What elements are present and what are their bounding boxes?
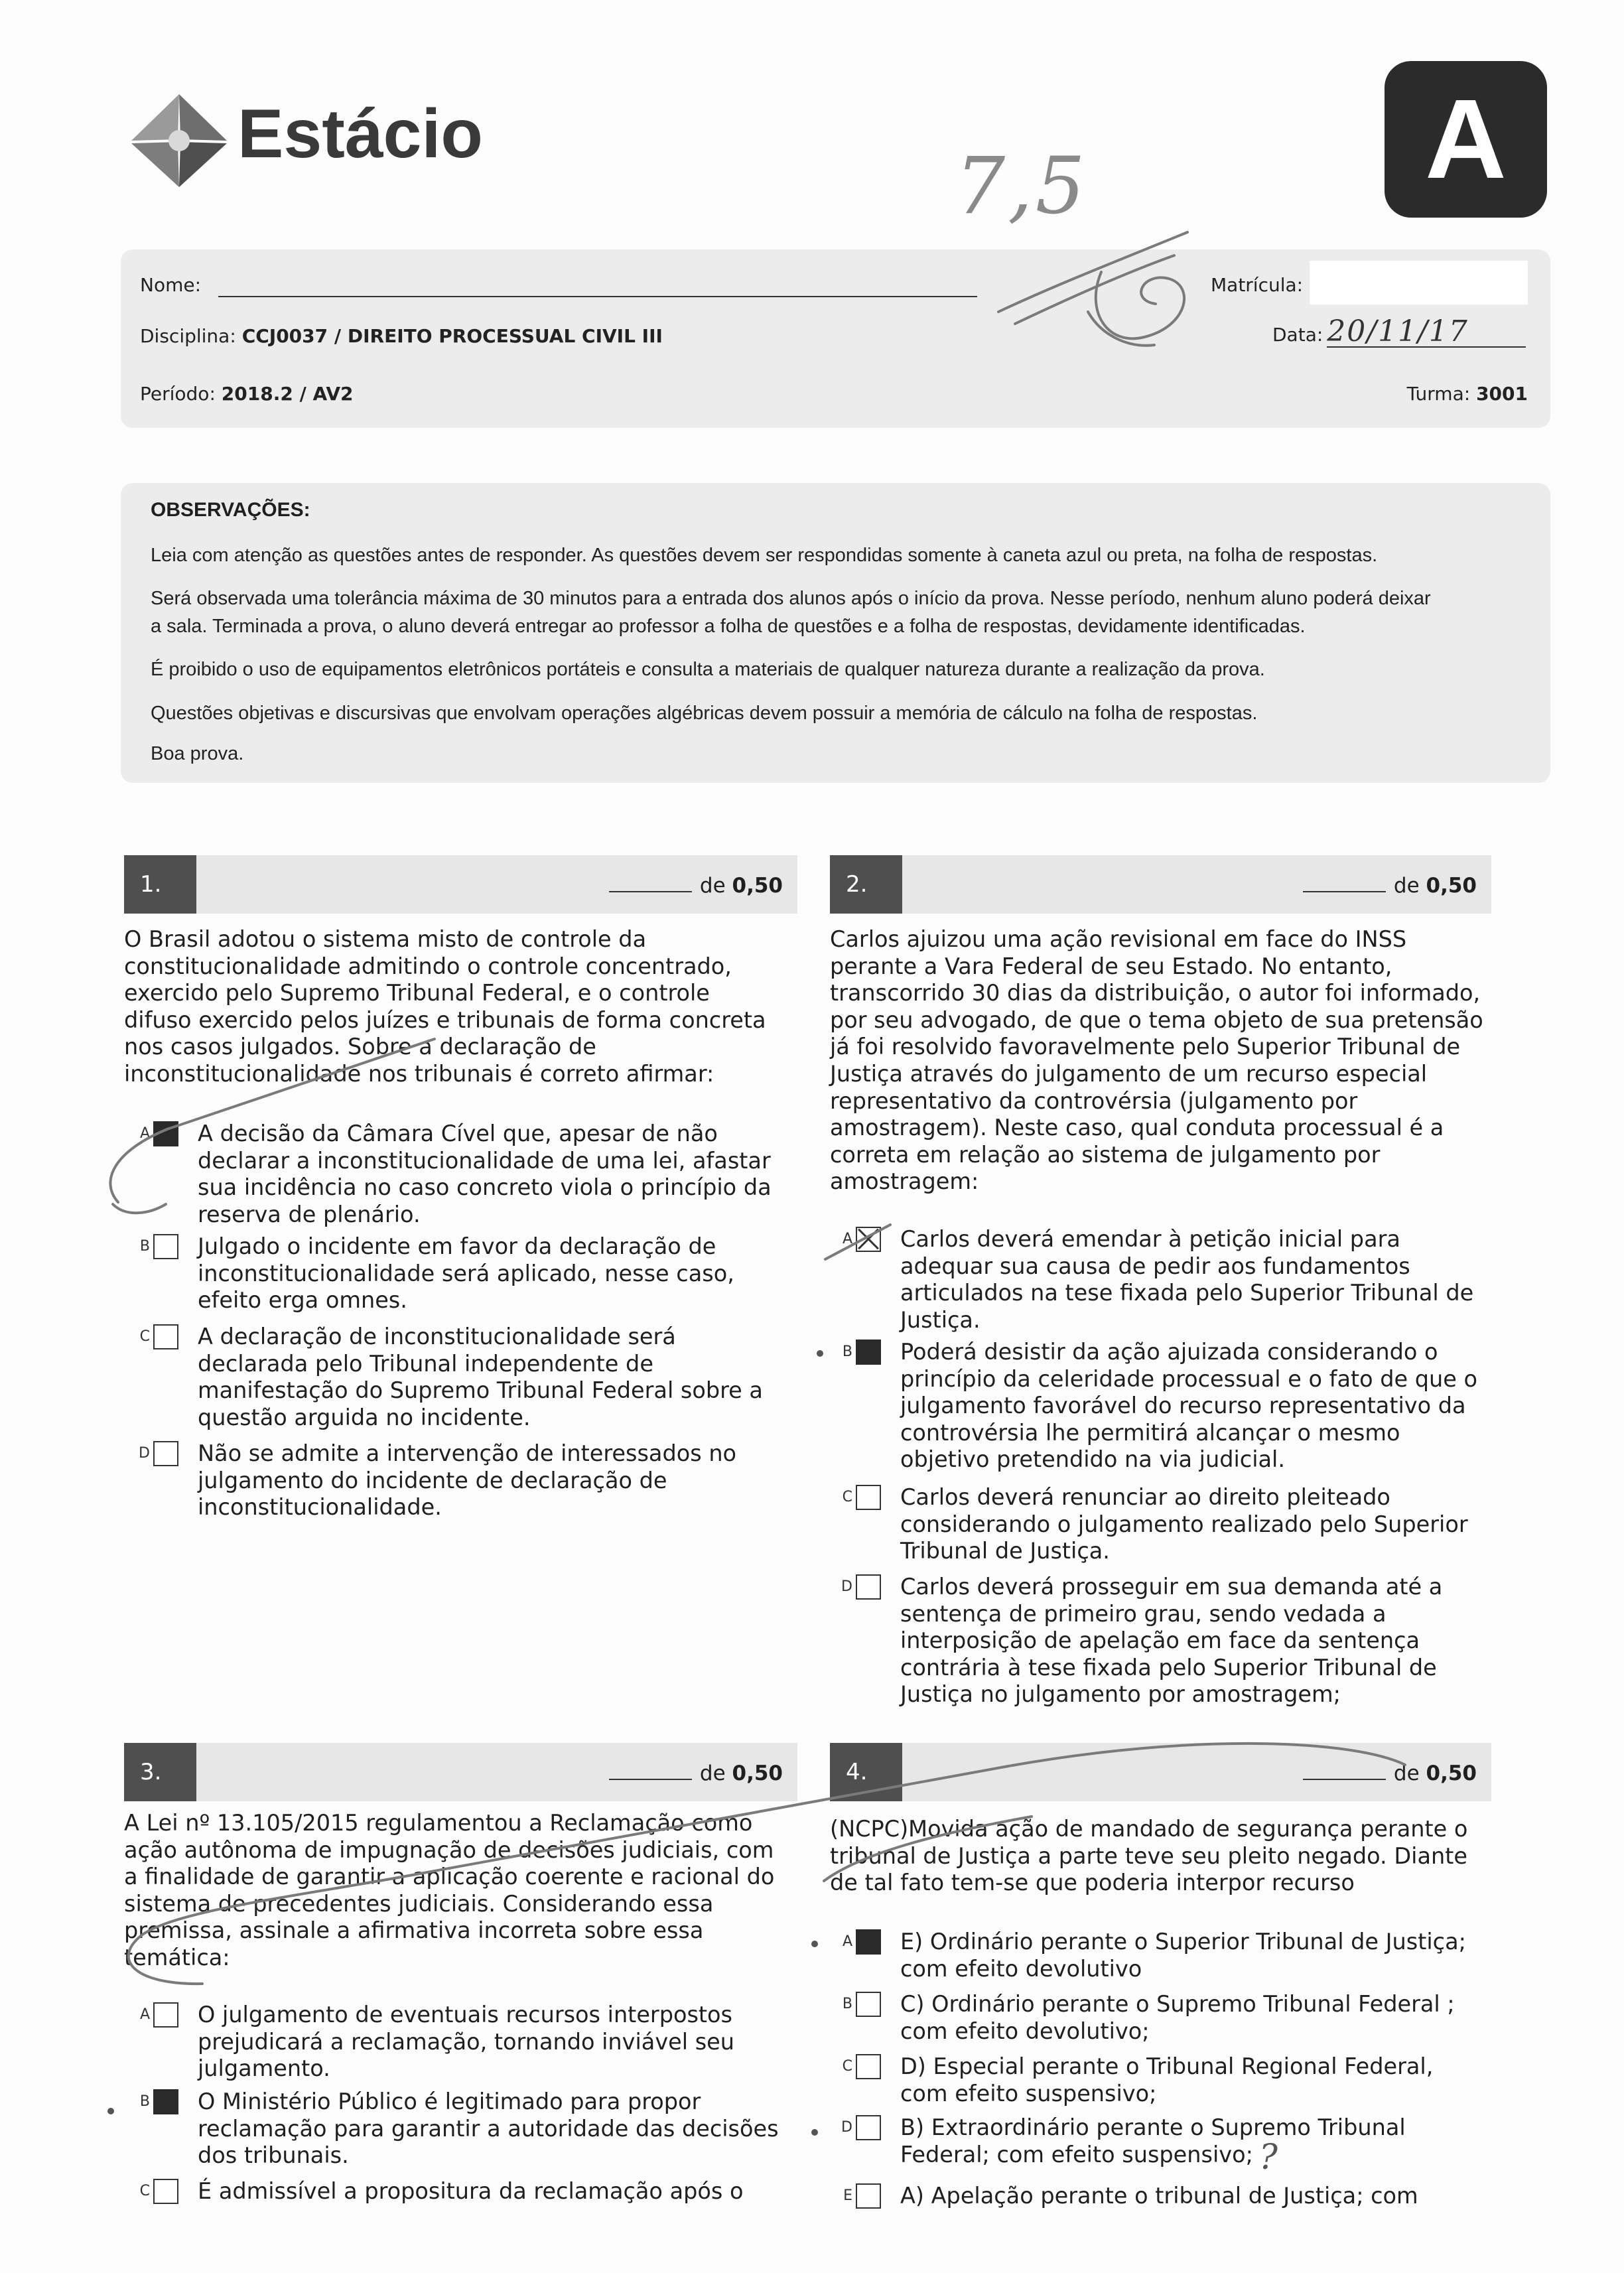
option-text: Julgado o incidente em favor da declaração de inconstitucionalidade será aplicado, nesse caso, efeito erga omnes. [198,1233,734,1314]
period-label: Período: [140,383,216,405]
pencil-dot [811,2129,818,2136]
question-4-option-d [835,2114,1406,2168]
question-score [1303,872,1477,899]
discipline-label: Disciplina: [140,325,236,347]
question-1-option-b [133,1233,734,1314]
logo-center [169,130,190,151]
discipline-value: CCJ0037 / DIREITO PROCESSUAL CIVIL III [241,325,663,347]
score-prefix: de [1393,874,1420,898]
option-text: A declaração de inconstitucionalidade será declarada pelo Tribunal independente de manifestação do Supremo Tribunal Federal sobre a questão arguida no incidente. [198,1324,763,1430]
question-2-option-a [835,1226,1473,1334]
class-label: Turma: [1406,383,1471,405]
score-prefix: de [1393,1761,1420,1785]
option-checkbox [856,1992,881,2017]
option-text: A) Apelação perante o tribunal de Justiça; com [900,2183,1418,2209]
question-4-option-e [835,2183,1418,2210]
pencil-dot [817,1350,823,1357]
registration-label: Matrícula: [1211,274,1304,296]
option-text: Não se admite a intervenção de interessados no julgamento do incidente de declaração de inconstitucionalidade. [198,1440,737,1521]
question-4-option-c [835,2053,1433,2107]
observation-paragraph: Boa prova. [151,743,244,764]
score-blank-line [609,874,692,892]
score-max: 0,50 [732,874,783,898]
date-row [1272,314,1526,348]
option-text: O julgamento de eventuais recursos interpostos prejudicará a reclamação, tornando inviável seu julgamento. [198,2002,735,2082]
question-3-header [124,1743,797,1801]
question-1-statement: O Brasil adotou o sistema misto de controle da constitucionalidade admitindo o controle concentrado, exercido pelo Supremo Tribunal Federal, e o controle difuso exercido pelos juízes e tribunais de forma concreta nos casos julgados. Sobre a declaração de inconstitucionalidade nos tribunais é correto afirmar: [124,926,766,1087]
question-3-option-a [133,2002,734,2083]
period-row [140,381,353,407]
option-letter: B [139,2093,150,2110]
name-field-line [218,296,977,297]
period-value: 2018.2 / AV2 [221,383,354,405]
option-letter: C [842,2058,852,2075]
option-letter: B [842,1343,852,1360]
score-prefix: de [699,874,726,898]
class-value: 3001 [1476,383,1528,405]
score-blank-line [609,1761,692,1780]
question-score [1303,1760,1477,1787]
option-letter: A [842,1933,852,1950]
option-text: D) Especial perante o Tribunal Regional Federal, com efeito suspensivo; [900,2053,1434,2106]
option-letter: C [139,2183,150,2199]
option-checkbox [856,1574,881,1600]
option-checkbox [856,2054,881,2079]
option-letter: C [842,1489,852,1505]
score-max: 0,50 [1426,874,1477,898]
option-checkbox [856,1227,881,1252]
date-label: Data: [1272,324,1323,346]
question-2-header [830,855,1491,914]
logo-quadrant-bottom-right [179,142,227,187]
option-text: É admissível a propositura da reclamação após o [198,2178,744,2204]
question-score [609,872,783,899]
logo-wordmark: Estácio [237,96,483,172]
estacio-logo-icon [127,93,231,188]
question-1-option-a [133,1121,772,1228]
name-label: Nome: [140,274,202,296]
option-checkbox [856,1929,881,1955]
question-2-statement: Carlos ajuizou uma ação revisional em face do INSS perante a Vara Federal de seu Estado. No entanto, transcorrido 30 dias da distribuição, o autor foi informado, por seu advogado, de que o tema objeto de sua pretensão já foi resolvido favoravelmente pelo Superior Tribunal de Justiça através do julgamento de um recurso especial representativo da controvérsia (julgamento por amostragem). Neste caso, qual conduta processual é a correta em relação ao sistema de julgamento por amostragem: [830,926,1483,1195]
question-1-option-d [133,1440,736,1521]
option-letter: E [843,2187,852,2204]
option-text: O Ministério Público é legitimado para propor reclamação para garantir a autoridade das decisões dos tribunais. [198,2089,779,2169]
class-row [1407,381,1528,407]
option-letter: A [842,1231,852,1247]
option-checkbox [856,2115,881,2140]
handwritten-grade: 7,5 [955,140,1088,232]
observation-paragraph: É proibido o uso de equipamentos eletrônicos portáteis e consulta a materiais de qualquer natureza durante a realização da prova. [151,659,1265,680]
option-letter: B [139,1238,150,1255]
observations-title: OBSERVAÇÕES: [151,499,310,521]
option-text: Poderá desistir da ação ajuizada considerando o princípio da celeridade processual e o fato de que o julgamento favorável do recurso representativo da controvérsia lhe permitirá alcançar o mesmo objetivo pretendido na via judicial. [900,1339,1478,1473]
option-text: C) Ordinário perante o Supremo Tribunal Federal ; com efeito devolutivo; [900,1991,1455,2044]
score-max: 0,50 [1426,1761,1477,1785]
question-4-option-b [835,1991,1455,2045]
option-checkbox [856,1340,881,1365]
question-3-statement: A Lei nº 13.105/2015 regulamentou a Reclamação como ação autônoma de impugnação de decisões judiciais, com a finalidade de garantir a aplicação coerente e racional do sistema de precedentes judiciais. Considerando essa premissa, assinale a afirmativa incorreta sobre essa temática: [124,1810,775,1970]
question-2-option-b [835,1339,1477,1474]
question-score [609,1760,783,1787]
question-4-statement: (NCPC)Movida ação de mandado de segurança perante o tribunal de Justiça a parte teve seu pleito negado. Diante de tal fato tem-se que poderia interpor recurso [830,1816,1468,1896]
question-4-option-a [835,1929,1466,1982]
observation-paragraph: Leia com atenção as questões antes de responder. As questões devem ser respondidas somente à caneta azul ou preta, na folha de respostas. [151,545,1378,566]
option-checkbox [153,1324,178,1349]
score-blank-line [1303,1761,1386,1780]
pencil-dot [811,1941,818,1947]
score-prefix: de [699,1761,726,1785]
option-checkbox [856,2183,881,2209]
discipline-row [140,323,663,350]
score-blank-line [1303,874,1386,892]
option-text: Carlos deverá renunciar ao direito pleiteado considerando o julgamento realizado pelo Superior Tribunal de Justiça. [900,1484,1468,1564]
question-number: 4. [830,1743,902,1801]
option-checkbox [153,1441,178,1466]
question-1-header [124,855,797,914]
question-3-option-b [133,2089,779,2170]
date-value: 20/11/17 [1327,317,1526,348]
question-4-header [830,1743,1491,1801]
question-2-option-d [835,1574,1442,1708]
registration-field [1310,261,1528,305]
question-number: 1. [124,855,196,914]
score-max: 0,50 [732,1761,783,1785]
question-number: 2. [830,855,902,914]
option-text: Carlos deverá prosseguir em sua demanda até a sentença de primeiro grau, sendo vedada a interposição de apelação em face da sentença contrária à tese fixada pelo Superior Tribunal de Justiça no julgamento por amostragem; [900,1574,1443,1708]
option-text: Carlos deverá emendar à petição inicial para adequar sua causa de pedir aos fundamentos articulados na tese fixada pelo Superior Tribunal de Justiça. [900,1226,1474,1333]
question-1-option-c [133,1324,763,1431]
option-checkbox [153,2179,178,2204]
handwritten-question-mark: ? [1259,2138,1278,2177]
option-letter: C [139,1328,150,1345]
option-text: E) Ordinário perante o Superior Tribunal de Justiça; com efeito devolutivo [900,1929,1466,1982]
option-checkbox [153,2089,178,2114]
option-letter: D [841,1578,852,1595]
option-text: A decisão da Câmara Cível que, apesar de não declarar a inconstitucionalidade de uma lei, afastar sua incidência no caso concreto viola o princípio da reserva de plenário. [198,1121,772,1227]
exam-version-badge: A [1385,61,1547,218]
question-2-option-c [835,1484,1468,1565]
option-letter: A [139,1125,150,1142]
option-text: B) Extraordinário perante o Supremo Tribunal Federal; com efeito suspensivo; [900,2114,1406,2168]
question-3-option-c [133,2178,743,2205]
pencil-dot [107,2108,114,2114]
option-letter: B [842,1996,852,2012]
observation-paragraph: Será observada uma tolerância máxima de 30 minutos para a entrada dos alunos após o início da prova. Nesse período, nenhum aluno poderá deixar a sala. Terminada a prova, o aluno deverá entregar ao professor a folha de questões e a folha de respostas, devidamente identificadas. [151,588,1431,637]
option-letter: A [139,2006,150,2023]
observation-paragraph: Questões objetivas e discursivas que envolvam operações algébricas devem possuir a memória de cálculo na folha de respostas. [151,703,1258,724]
option-letter: D [841,2119,852,2136]
option-letter: D [139,1445,150,1462]
logo-quadrant-bottom-left [131,142,179,187]
question-number: 3. [124,1743,196,1801]
option-checkbox [856,1485,881,1510]
option-checkbox [153,2002,178,2028]
option-checkbox [153,1121,178,1146]
option-checkbox [153,1234,178,1259]
